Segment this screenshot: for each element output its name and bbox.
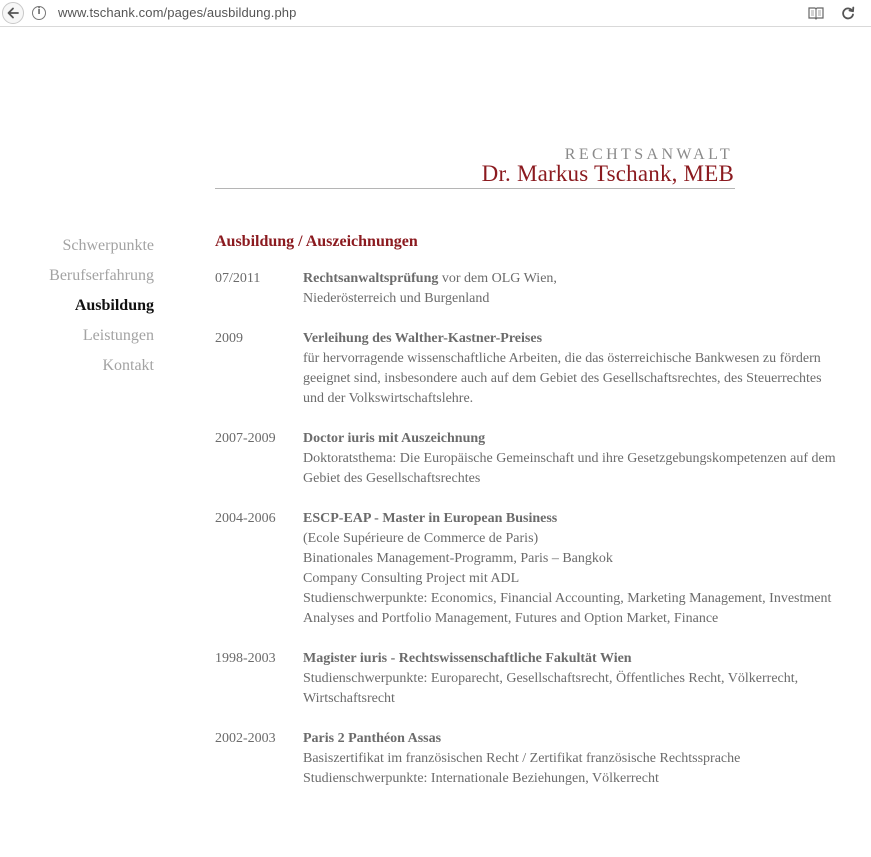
entry-heading: Paris 2 Panthéon Assas bbox=[303, 731, 442, 746]
entry-date: 07/2011 bbox=[215, 271, 261, 286]
education-entry bbox=[215, 729, 855, 789]
entry-detail-line: für hervorragende wissenschaftliche Arbeiten, die das österreichische Bankwesen zu fördern bbox=[303, 351, 821, 366]
entry-detail-line: (Ecole Supérieure de Commerce de Paris) bbox=[303, 531, 539, 546]
nav-item-ausbildung[interactable]: Ausbildung bbox=[74, 297, 154, 314]
header-subtitle: RECHTSANWALT bbox=[564, 146, 733, 163]
entry-heading: ESCP-EAP - Master in European Business bbox=[303, 511, 558, 526]
entry-detail-line: Basiszertifikat im französischen Recht / Zertifikat französische Rechtssprache bbox=[303, 751, 741, 766]
entry-detail-line: Studienschwerpunkte: Internationale Beziehungen, Völkerrecht bbox=[303, 771, 659, 786]
entry-detail-line: Binationales Management-Programm, Paris – Bangkok bbox=[303, 551, 613, 566]
entry-date: 2004-2006 bbox=[215, 511, 276, 526]
entry-date: 2007-2009 bbox=[215, 431, 276, 446]
entry-detail-line: Gebiet des Gesellschaftsrechtes bbox=[303, 471, 481, 486]
address-bar[interactable] bbox=[28, 3, 864, 24]
entry-heading-line bbox=[303, 429, 855, 449]
entry-date: 1998-2003 bbox=[215, 651, 276, 666]
back-arrow-icon bbox=[6, 6, 20, 20]
entry-date: 2002-2003 bbox=[215, 731, 276, 746]
entry-detail-line: Wirtschaftsrecht bbox=[303, 691, 395, 706]
entry-description bbox=[303, 729, 855, 789]
entry-heading-line bbox=[303, 269, 855, 289]
back-button[interactable] bbox=[2, 2, 24, 24]
header-title[interactable]: Dr. Markus Tschank, MEB bbox=[481, 161, 734, 186]
nav-item-schwerpunkte[interactable]: Schwerpunkte bbox=[62, 237, 154, 254]
entry-detail-line: Analyses and Portfolio Management, Futures and Option Market, Finance bbox=[303, 611, 719, 626]
entry-description bbox=[303, 429, 855, 489]
sidebar-nav bbox=[0, 236, 154, 386]
reload-icon[interactable] bbox=[840, 5, 856, 21]
entry-detail-line: Studienschwerpunkte: Economics, Financial Accounting, Marketing Management, Investment bbox=[303, 591, 832, 606]
browser-toolbar bbox=[0, 0, 871, 27]
nav-item-kontakt[interactable]: Kontakt bbox=[102, 357, 154, 374]
education-entry bbox=[215, 329, 855, 409]
entry-heading-rest: vor dem OLG Wien, bbox=[438, 271, 557, 286]
entry-heading-line bbox=[303, 729, 855, 749]
entry-date: 2009 bbox=[215, 331, 243, 346]
entry-description bbox=[303, 329, 855, 409]
education-entry bbox=[215, 649, 855, 709]
entry-heading-line bbox=[303, 329, 855, 349]
page-title: Ausbildung / Auszeichnungen bbox=[215, 233, 418, 250]
entry-detail-line: und der Volkswirtschaftslehre. bbox=[303, 391, 474, 406]
education-list bbox=[215, 269, 855, 789]
entry-heading-line bbox=[303, 649, 855, 669]
entry-description bbox=[303, 649, 855, 709]
url-text[interactable]: www.tschank.com/pages/ausbildung.php bbox=[58, 5, 297, 20]
entry-heading: Verleihung des Walther-Kastner-Preises bbox=[303, 331, 543, 346]
reader-view-icon[interactable] bbox=[808, 6, 824, 20]
entry-detail-line: geeignet sind, insbesondere auch auf dem Gebiet des Gesellschaftsrechtes, des Steuerrechtes bbox=[303, 371, 822, 386]
education-entry bbox=[215, 429, 855, 489]
entry-heading: Magister iuris - Rechtswissenschaftliche Fakultät Wien bbox=[303, 651, 632, 666]
nav-item-leistungen[interactable]: Leistungen bbox=[82, 327, 154, 344]
education-entry bbox=[215, 269, 855, 309]
entry-heading: Rechtsanwaltsprüfung bbox=[303, 271, 439, 286]
entry-heading-line bbox=[303, 509, 855, 529]
main-content bbox=[215, 232, 855, 809]
education-entry bbox=[215, 509, 855, 629]
site-header bbox=[215, 146, 735, 189]
entry-detail-line: Doktoratsthema: Die Europäische Gemeinschaft und ihre Gesetzgebungskompetenzen auf dem bbox=[303, 451, 836, 466]
entry-description bbox=[303, 269, 855, 309]
nav-item-berufserfahrung[interactable]: Berufserfahrung bbox=[49, 267, 154, 284]
entry-detail-line: Studienschwerpunkte: Europarecht, Gesellschaftsrecht, Öffentliches Recht, Völkerrecht, bbox=[303, 671, 799, 686]
entry-description bbox=[303, 509, 855, 629]
entry-detail-line: Niederösterreich und Burgenland bbox=[303, 291, 490, 306]
info-icon[interactable]: i bbox=[32, 6, 46, 20]
entry-detail-line: Company Consulting Project mit ADL bbox=[303, 571, 520, 586]
entry-heading: Doctor iuris mit Auszeichnung bbox=[303, 431, 486, 446]
